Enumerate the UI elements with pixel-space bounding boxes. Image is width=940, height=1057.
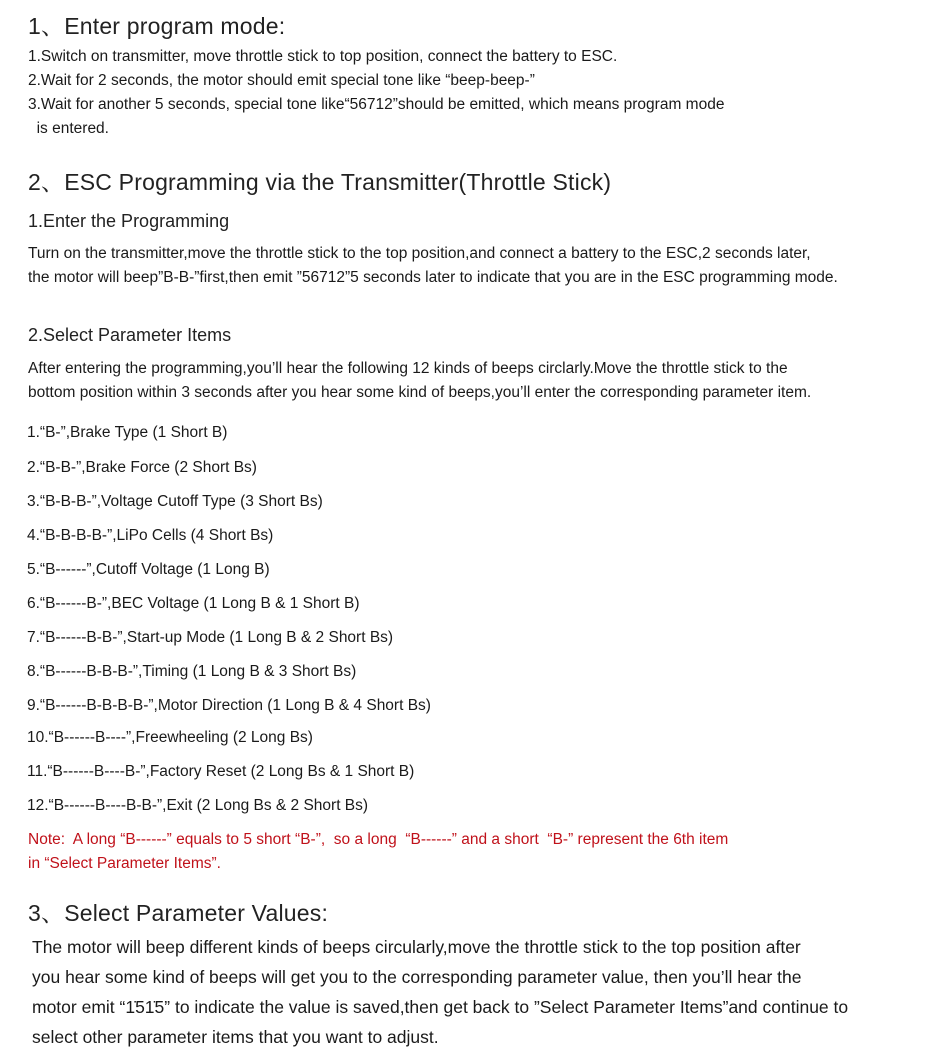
section3-line-3: motor emit “1̇51̇5” to indicate the value is saved,then get back to ”Select Parameter Items”and continue to xyxy=(32,997,849,1017)
list-item: 8.“B------B-B-B-”,Timing (1 Long B & 3 Short Bs) xyxy=(27,663,357,680)
section3-heading: 3、Select Parameter Values: xyxy=(28,900,329,926)
list-item: 10.“B------B----”,Freewheeling (2 Long Bs) xyxy=(27,729,313,746)
sub1-line-2: the motor will beep”B-B-”first,then emit ”56712”5 seconds later to indicate that you are in the ESC programming mode. xyxy=(28,269,838,286)
section1-line-2: 2.Wait for 2 seconds, the motor should emit special tone like “beep-beep-” xyxy=(28,72,535,89)
list-item: 1.“B-”,Brake Type (1 Short B) xyxy=(27,424,228,441)
section1-heading: 1、Enter program mode: xyxy=(28,13,286,39)
list-item: 5.“B------”,Cutoff Voltage (1 Long B) xyxy=(27,561,270,578)
sub2-line-1: After entering the programming,you’ll hear the following 12 kinds of beeps circlarly.Move the throttle stick to the xyxy=(28,360,788,377)
sub2-line-2: bottom position within 3 seconds after you hear some kind of beeps,you’ll enter the corresponding parameter item. xyxy=(28,384,812,401)
section3-line-2: you hear some kind of beeps will get you to the corresponding parameter value, then you’ll hear the xyxy=(32,967,802,987)
list-item: 3.“B-B-B-”,Voltage Cutoff Type (3 Short Bs) xyxy=(27,493,323,510)
list-item: 12.“B------B----B-B-”,Exit (2 Long Bs & 2 Short Bs) xyxy=(27,797,369,814)
list-item: 6.“B------B-”,BEC Voltage (1 Long B & 1 Short B) xyxy=(27,595,360,612)
section1-line-1: 1.Switch on transmitter, move throttle stick to top position, connect the battery to ESC. xyxy=(28,48,618,65)
section1-line-4: is entered. xyxy=(28,120,109,137)
list-item: 9.“B------B-B-B-B-”,Motor Direction (1 Long B & 4 Short Bs) xyxy=(27,697,431,714)
list-item: 7.“B------B-B-”,Start-up Mode (1 Long B & 2 Short Bs) xyxy=(27,629,394,646)
list-item: 4.“B-B-B-B-”,LiPo Cells (4 Short Bs) xyxy=(27,527,274,544)
section2-heading: 2、ESC Programming via the Transmitter(Throttle Stick) xyxy=(28,169,612,195)
section1-line-3: 3.Wait for another 5 seconds, special tone like“56712”should be emitted, which means program mode xyxy=(28,96,725,113)
section3-line-1: The motor will beep different kinds of beeps circularly,move the throttle stick to the top position after xyxy=(32,937,801,957)
note-line-1: Note: A long “B------” equals to 5 short “B-”, so a long “B------” and a short “B-” represent the 6th item xyxy=(28,831,729,848)
sub1-line-1: Turn on the transmitter,move the throttle stick to the top position,and connect a battery to the ESC,2 seconds later, xyxy=(28,245,811,262)
sub2-title: 2.Select Parameter Items xyxy=(28,325,232,345)
list-item: 11.“B------B----B-”,Factory Reset (2 Long Bs & 1 Short B) xyxy=(27,763,415,780)
note-line-2: in “Select Parameter Items”. xyxy=(28,855,221,872)
sub1-title: 1.Enter the Programming xyxy=(28,211,230,231)
list-item: 2.“B-B-”,Brake Force (2 Short Bs) xyxy=(27,459,257,476)
section3-line-4: select other parameter items that you want to adjust. xyxy=(32,1027,439,1047)
